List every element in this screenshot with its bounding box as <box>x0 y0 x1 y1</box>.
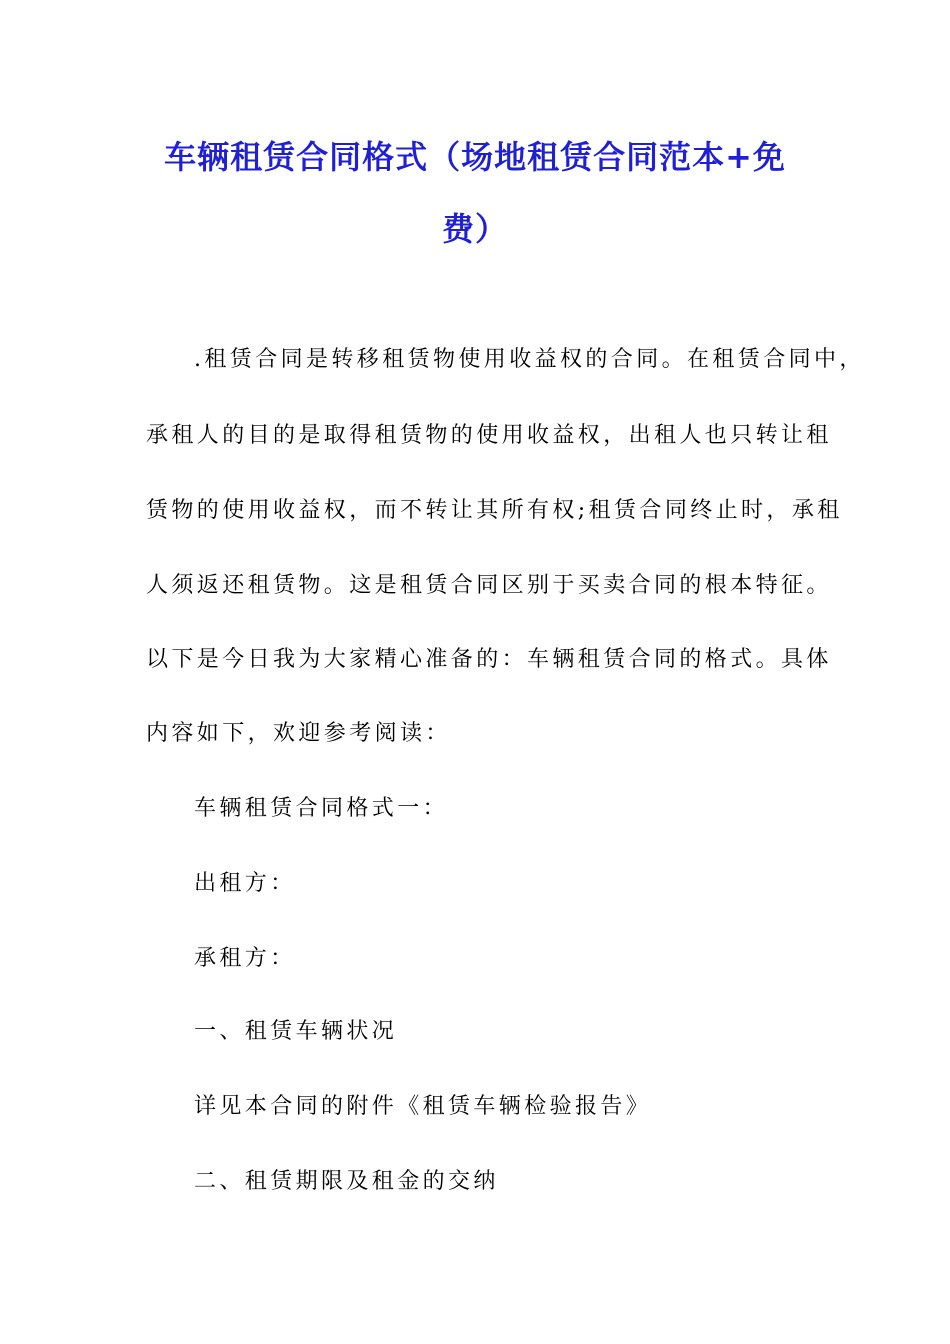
paragraph-line: 赁物的使用收益权，而不转让其所有权;租赁合同终止时，承租 <box>146 498 843 523</box>
clause-2-heading: 二、租赁期限及租金的交纳 <box>194 1169 499 1194</box>
paragraph-line: 内容如下，欢迎参考阅读： <box>146 721 451 746</box>
paragraph-line: 以下是今日我为大家精心准备的：车辆租赁合同的格式。具体 <box>146 647 832 672</box>
clause-1-text: 详见本合同的附件《租赁车辆检验报告》 <box>194 1094 652 1119</box>
lessee-label: 承租方： <box>194 946 296 971</box>
paragraph-line: 承租人的目的是取得租赁物的使用收益权，出租人也只转让租 <box>146 423 832 448</box>
paragraph-line: 人须返还租赁物。这是租赁合同区别于买卖合同的根本特征。 <box>146 573 832 598</box>
lessor-label: 出租方： <box>194 871 296 896</box>
paragraph-line: .租赁合同是转移租赁物使用收益权的合同。在租赁合同中， <box>194 347 865 372</box>
clause-1-heading: 一、租赁车辆状况 <box>194 1019 398 1044</box>
document-title-line-2: 费） <box>441 210 508 248</box>
document-title-line-1: 车辆租赁合同格式（场地租赁合同范本+免 <box>164 138 786 176</box>
section-heading: 车辆租赁合同格式一： <box>194 796 449 821</box>
